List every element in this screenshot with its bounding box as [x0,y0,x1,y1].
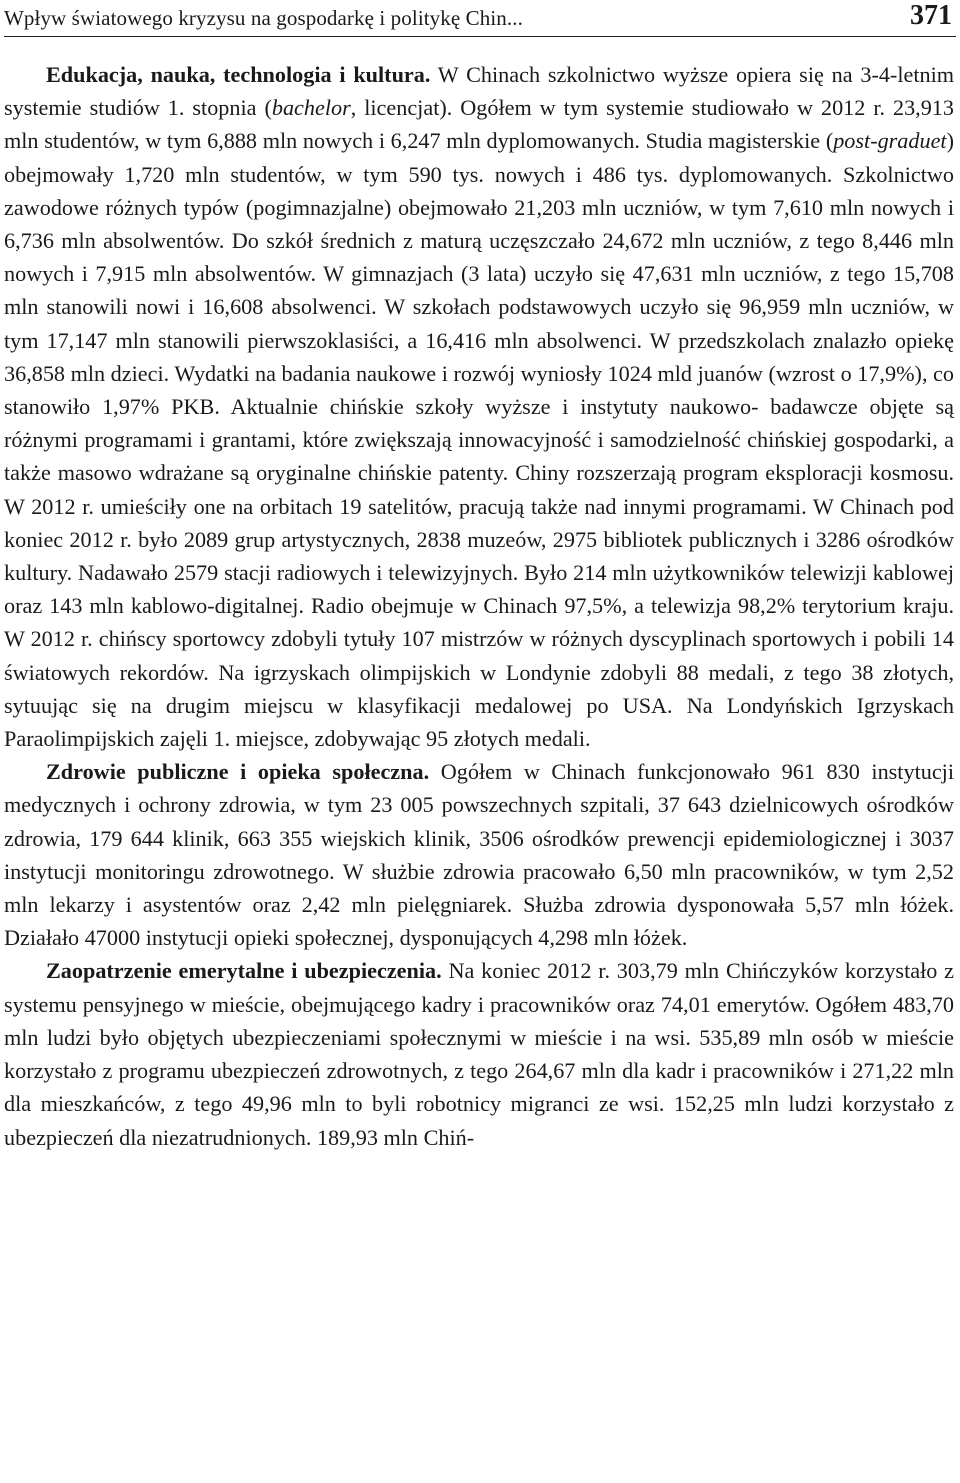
page-body [4,58,954,1154]
page-number: 371 [910,0,952,31]
italic-term: bachelor [271,95,351,121]
paragraph-education [4,58,954,755]
paragraph-text: Na koniec 2012 r. 303,79 mln Chińczyków korzystało z systemu pensyjnego w mieście, obejmującego kadry i pracowników oraz 74,01 emerytów. Ogółem 483,70 mln ludzi było objętych ubezpieczeniami społecznymi w mieście i na wsi. 535,89 mln osób w mieście korzystało z programu ubezpieczeń zdrowotnych, z tego 264,67 mln dla kadr i pracowników i 271,22 mln dla mieszkańców, z tego 49,96 mln to byli robotnicy migranci ze wsi. 152,25 mln ludzi korzystało z ubezpieczeń dla niezatrudnionych. 189,93 mln Chiń- [4,958,954,1150]
italic-term: post-graduet [833,128,947,154]
section-heading-pensions: Zaopatrzenie emerytalne i ubezpieczenia. [46,958,442,984]
running-title: Wpływ światowego kryzysu na gospodarkę i politykę Chin... [4,6,523,30]
running-header [4,0,956,37]
section-heading-education: Edukacja, nauka, technologia i kultura. [46,62,431,87]
section-heading-health: Zdrowie publiczne i opieka społeczna. [46,759,430,785]
paragraph-pensions [4,954,954,1153]
paragraph-text: W Chinach szkolnictwo wyższe opiera się na 3-4-letnim systemie studiów 1. stopnia ( [4,62,955,121]
paragraph-text: , licencjat). Ogółem w tym systemie studiowało w 2012 r. 23,913 mln studentów, w tym 6,888 mln nowych i 6,247 mln dyplomowanych. Studia magisterskie ( [4,95,954,154]
paragraph-health [4,755,954,954]
paragraph-text: Ogółem w Chinach funkcjonowało 961 830 instytucji medycznych i ochrony zdrowia, w tym 23 005 powszechnych szpitali, 37 643 dzielnicowych ośrodków zdrowia, 179 644 klinik, 663 355 wiejskich klinik, 3506 ośrodków prewencji epidemiologicznej i 3037 instytucji monitoringu zdrowotnego. W służbie zdrowia pracowało 6,50 mln pracowników, w tym 2,52 mln lekarzy i asystentów oraz 2,42 mln pielęgniarek. Służba zdrowia dysponowała 5,57 mln łóżek. Działało 47000 instytucji opieki społecznej, dysponujących 4,298 mln łóżek. [4,759,955,951]
paragraph-text: ) obejmowały 1,720 mln studentów, w tym 590 tys. nowych i 486 tys. dyplomowanych. Szkolnictwo zawodowe różnych typów (pogimnazjalne) obejmowało 21,203 mln uczniów, w tym 7,610 mln nowych i 6,736 mln absolwentów. Do szkół średnich z maturą uczęszczało 24,672 mln uczniów, z tego 8,446 mln nowych i 7,915 mln absolwentów. W gimnazjach (3 lata) uczyło się 47,631 mln uczniów, z tego 15,708 mln stanowili nowi i 16,608 absolwenci. W szkołach podstawowych uczyło się 96,959 mln uczniów, w tym 17,147 mln stanowili pierwszoklasiści, a 16,416 mln absolwenci. W przedszkolach znalazło opiekę 36,858 mln dzieci. Wydatki na badania naukowe i rozwój wyniosły 1024 mld juanów (wzrost o 17,9%), co stanowiło 1,97% PKB. Aktualnie chińskie szkoły wyższe i instytuty naukowo- badawcze objęte są różnymi programami i grantami, które zwiększają innowacyjność i samodzielność chińskiej gospodarki, a także masowo wdrażane są oryginalne chińskie patenty. Chiny rozszerzają program eksploracji kosmosu. W 2012 r. umieściły one na orbitach 19 satelitów, pracują także nad innymi programami. W Chinach pod koniec 2012 r. było 2089 grup artystycznych, 2838 muzeów, 2975 bibliotek publicznych i 3286 ośrodków kultury. Nadawało 2579 stacji radiowych i telewizyjnych. Było 214 mln użytkowników telewizji kablowej oraz 143 mln kablowo-digitalnej. Radio obejmuje w Chinach 97,5%, a telewizja 98,2% terytorium kraju. W 2012 r. chińscy sportowcy zdobyli tytuły 107 mistrzów w różnych dyscyplinach sportowych i pobili 14 światowych rekordów. Na igrzyskach olimpijskich w Londynie zdobyli 88 medali, z tego 38 złotych, sytuując się na drugim miejscu w klasyfikacji medalowej po USA. Na Londyńskich Igrzyskach Paraolimpijskich zajęli 1. miejsce, zdobywając 95 złotych medali. [4,128,954,752]
